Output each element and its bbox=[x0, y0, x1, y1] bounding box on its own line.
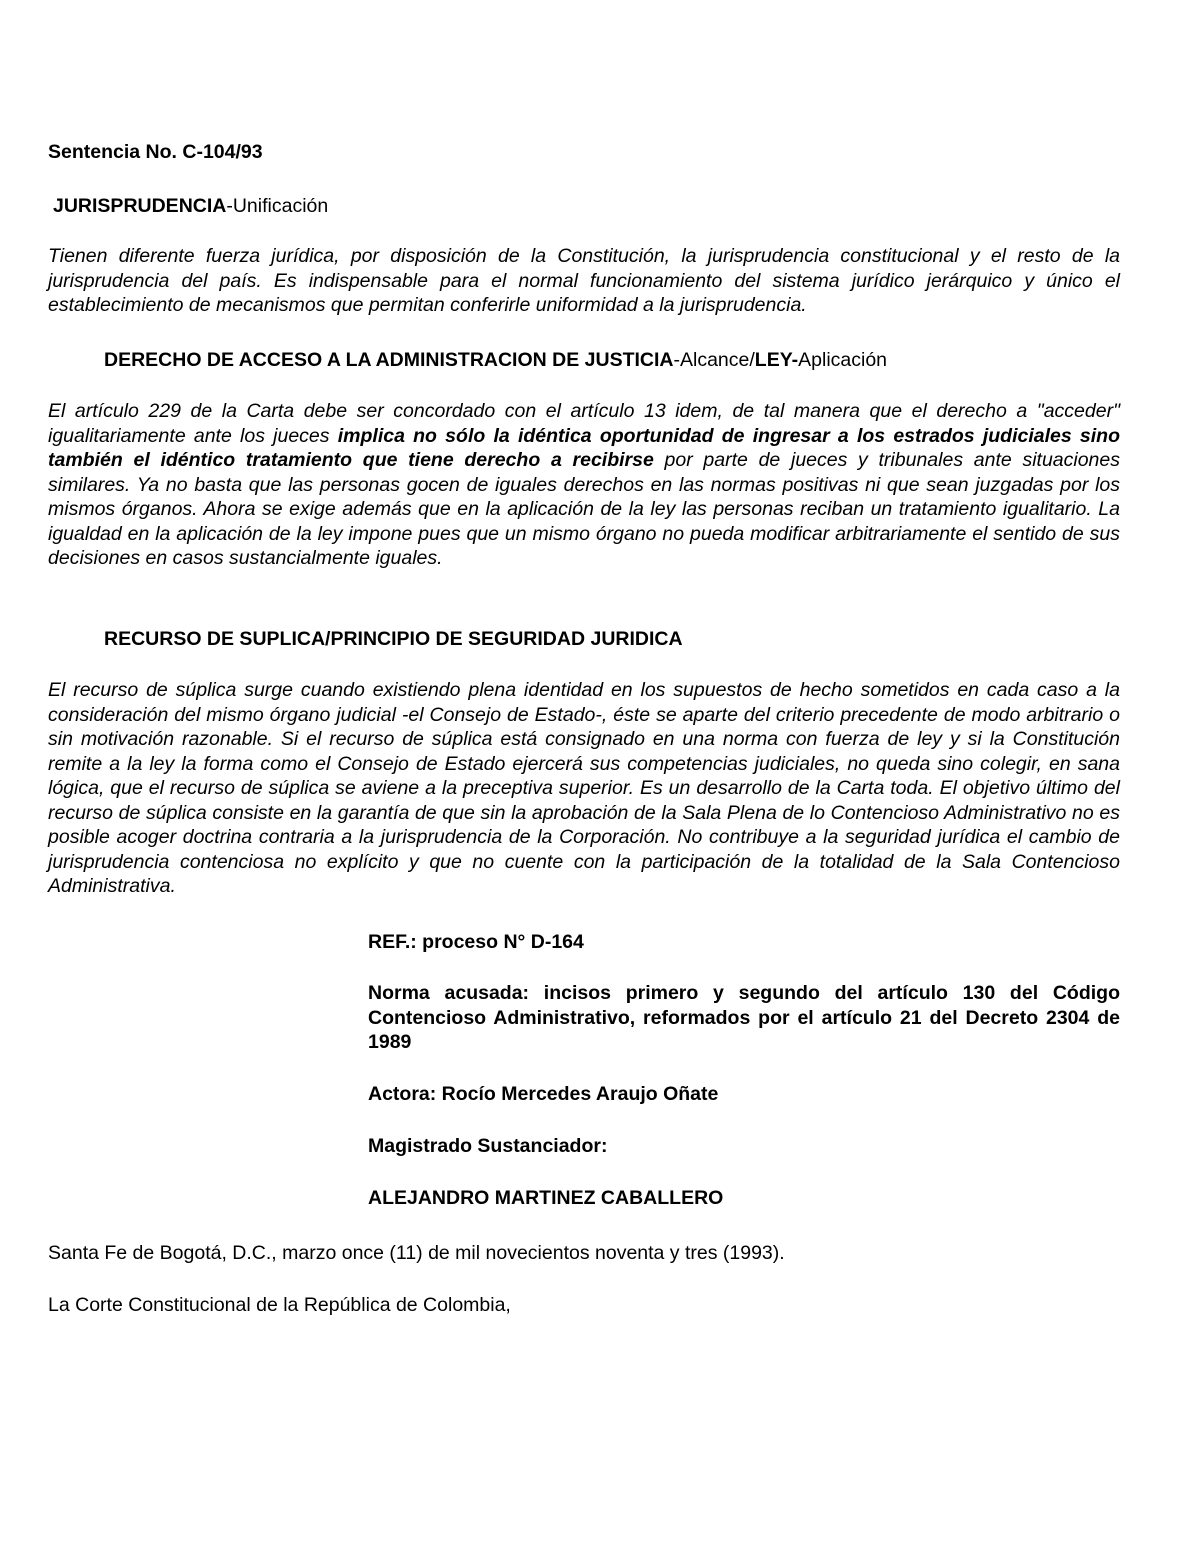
topic-derecho-acceso-label: DERECHO DE ACCESO A LA ADMINISTRACION DE JUSTICIA bbox=[104, 349, 674, 371]
topic-recurso-suplica: RECURSO DE SUPLICA/PRINCIPIO DE SEGURIDAD JURIDICA bbox=[104, 628, 683, 650]
document-title: Sentencia No. C-104/93 bbox=[48, 141, 263, 163]
topic-ley-label: LEY- bbox=[754, 349, 799, 371]
topic-jurisprudencia bbox=[53, 194, 1125, 219]
paragraph-recurso-suplica: El recurso de súplica surge cuando existiendo plena identidad en los supuestos de hecho sometidos en cada caso a la consideración del mismo órgano judicial -el Consejo de Estado-, éste se aparte del criterio precedente de modo arbitrario o sin motivación razonable. Si el recurso de súplica está consignado en una norma con fuerza de ley y si la Constitución remite a la ley la forma como el Consejo de Estado ejercerá sus competencias judiciales, no queda sino colegir, en sana lógica, que el recurso de súplica se aviene a la preceptiva superior. Es un desarrollo de la Carta toda. El objetivo último del recurso de súplica consiste en la garantía de que sin la aprobación de la Sala Plena de lo Contencioso Administrativo no es posible acoger doctrina contraria a la jurisprudencia de la Corporación. No contribuye a la seguridad jurídica el cambio de jurisprudencia contenciosa no explícito y que no cuente con la participación de la totalidad de la Sala Contencioso Administrativa. bbox=[48, 679, 1120, 897]
topic-jurisprudencia-suffix: -Unificación bbox=[226, 195, 329, 217]
ref-magistrado-label: Magistrado Sustanciador: bbox=[368, 1135, 608, 1157]
ref-process: REF.: proceso N° D-164 bbox=[368, 931, 584, 953]
paragraph-jurisprudencia: Tienen diferente fuerza jurídica, por disposición de la Constitución, la jurisprudencia constitucional y el resto de la jurisprudencia del país. Es indispensable para el normal funcionamiento del sistema jurídico jerárquico y único el establecimiento de mecanismos que permitan conferirle uniformidad a la jurisprudencia. bbox=[48, 245, 1120, 316]
ref-norma-acusada: Norma acusada: incisos primero y segundo del artículo 130 del Código Contencioso Administrativo, reformados por el artículo 21 del Decreto 2304 de 1989 bbox=[368, 982, 1120, 1053]
topic-ley-suffix: Aplicación bbox=[798, 349, 888, 371]
paragraph-derecho-acceso-bold: implica no sólo la idéntica oportunidad de ingresar a los estrados judiciales sino también el idéntico tratamiento que tiene derecho a recibirse bbox=[48, 424, 1120, 471]
ref-magistrado-name: ALEJANDRO MARTINEZ CABALLERO bbox=[368, 1187, 724, 1209]
topic-derecho-acceso bbox=[104, 348, 1120, 373]
paragraph-derecho-acceso bbox=[48, 399, 1120, 571]
topic-derecho-acceso-sep: -Alcance/ bbox=[673, 349, 755, 371]
paragraph-derecho-acceso-part2: por parte de jueces y tribunales ante situaciones similares. Ya no basta que las personas gocen de iguales derechos en las normas positivas ni que sean juzgadas por los mismos órganos. Ahora se exige además que en la aplicación de la ley las personas reciban un tratamiento igualitario. La igualdad en la aplicación de la ley impone pues que un mismo órgano no pueda modificar arbitrariamente el sentido de sus decisiones en casos sustancialmente iguales. bbox=[48, 449, 1120, 569]
place-date: Santa Fe de Bogotá, D.C., marzo once (11) de mil novecientos noventa y tres (1993). bbox=[48, 1242, 785, 1264]
ref-actora: Actora: Rocío Mercedes Araujo Oñate bbox=[368, 1083, 719, 1105]
paragraph-derecho-acceso-part1: El artículo 229 de la Carta debe ser concordado con el artículo 13 idem, de tal manera que el derecho a "acceder" igualitariamente ante los jueces bbox=[48, 400, 1120, 447]
topic-jurisprudencia-label: JURISPRUDENCIA bbox=[53, 195, 227, 217]
court-statement: La Corte Constitucional de la República de Colombia, bbox=[48, 1294, 511, 1316]
